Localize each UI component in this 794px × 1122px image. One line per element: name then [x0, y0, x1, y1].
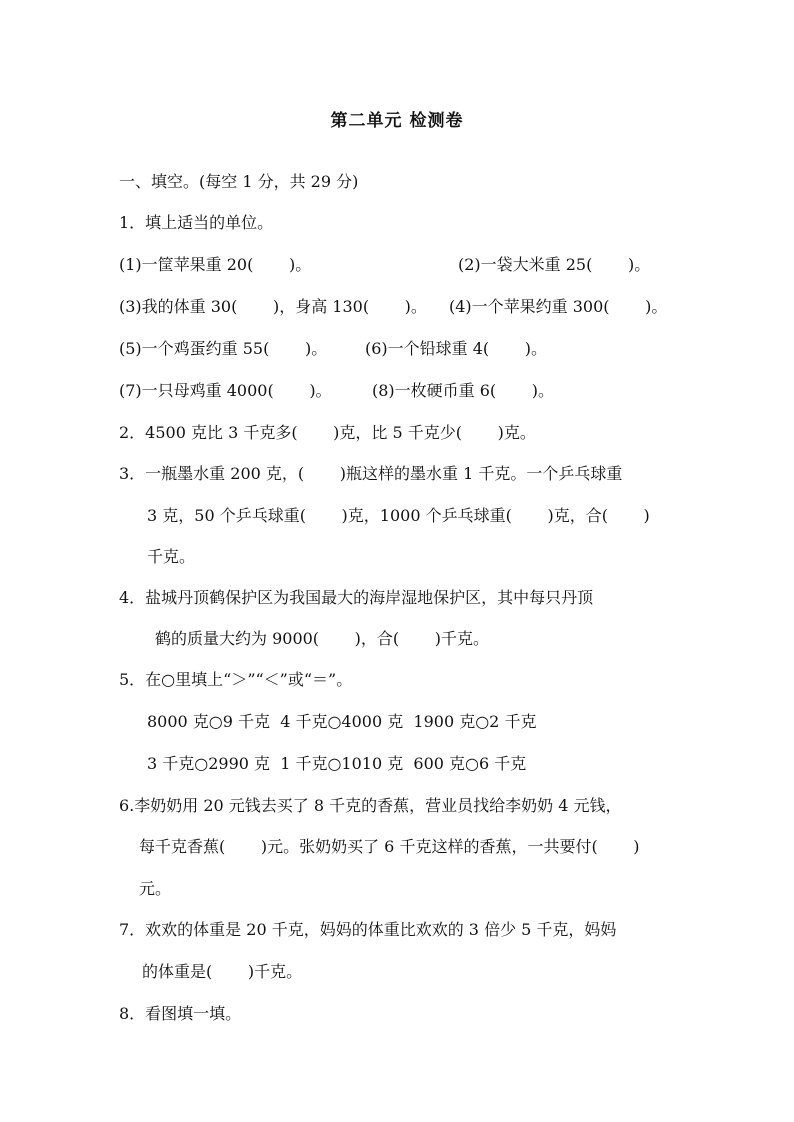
q6-line-1: 6.李奶奶用 20 元钱去买了 8 千克的香蕉，营业员找给李奶奶 4 元钱， — [119, 796, 622, 815]
q1-item-2: (2)一袋大米重 25( )。 — [458, 255, 651, 274]
q5-line-3: 3 千克○2990 克 1 千克○1010 克 600 克○6 千克 — [147, 754, 527, 773]
q8-text: 8．看图填一填。 — [119, 1004, 242, 1023]
page-title: 第二单元 检测卷 — [330, 111, 464, 131]
q1-item-6: (6)一个铅球重 4( )。 — [365, 339, 548, 358]
q1-item-8: (8)一枚硬币重 6( )。 — [372, 381, 555, 400]
q5-line-1: 5．在○里填上“＞”“＜”或“＝”。 — [119, 670, 353, 689]
q7-line-2: 的体重是( )千克。 — [142, 962, 303, 981]
q7-line-1: 7．欢欢的体重是 20 千克，妈妈的体重比欢欢的 3 倍少 5 千克，妈妈 — [119, 920, 617, 939]
q2-text: 2．4500 克比 3 千克多( )克，比 5 千克少( )克。 — [119, 423, 536, 442]
q3-line-3: 千克。 — [147, 547, 196, 566]
q3-line-2: 3 克，50 个乒乓球重( )克，1000 个乒乓球重( )克，合( ) — [147, 506, 650, 525]
q1-stem: 1．填上适当的单位。 — [119, 213, 274, 232]
q6-line-2: 每千克香蕉( )元。张奶奶买了 6 千克这样的香蕉，一共要付( ) — [139, 837, 640, 856]
q3-line-1: 3．一瓶墨水重 200 克，( )瓶这样的墨水重 1 千克。一个乒乓球重 — [119, 464, 623, 483]
q1-item-4: (4)一个苹果约重 300( )。 — [449, 297, 668, 316]
q1-item-3: (3)我的体重 30( )，身高 130( )。 — [119, 297, 427, 316]
q1-item-1: (1)一筐苹果重 20( )。 — [119, 255, 312, 274]
q6-line-3: 元。 — [139, 879, 172, 898]
q4-line-1: 4．盐城丹顶鹤保护区为我国最大的海岸湿地保护区，其中每只丹顶 — [119, 588, 594, 607]
q1-item-5: (5)一个鸡蛋约重 55( )。 — [119, 339, 328, 358]
q1-item-7: (7)一只母鸡重 4000( )。 — [119, 381, 332, 400]
section-heading: 一、填空。(每空 1 分，共 29 分) — [119, 172, 359, 191]
q5-line-2: 8000 克○9 千克 4 千克○4000 克 1900 克○2 千克 — [147, 712, 537, 731]
q4-line-2: 鹤的质量大约为 9000( )，合( )千克。 — [155, 629, 489, 648]
